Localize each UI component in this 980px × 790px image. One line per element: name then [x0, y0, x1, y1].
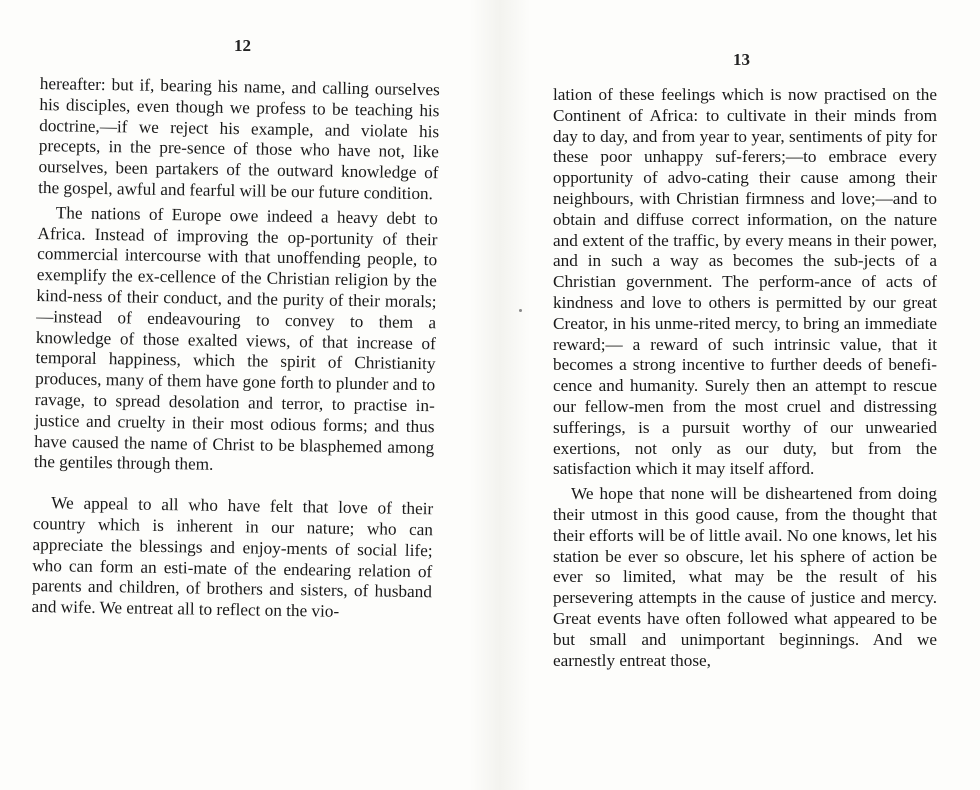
- right-page-text: [553, 85, 937, 671]
- book-gutter: [470, 0, 530, 790]
- right-paragraph-1: lation of these feelings which is now practised on the Continent of Africa: to cultivate in their minds from day to day, and from year to year, sentiments of pity for these poor unhappy suf-ferers;—to embrace every opportunity of advo-cating their cause among their neighbours, with Christian firmness and love;—and to obtain and diffuse correct information, on the nature and extent of the traffic, by every means in their power, and in such a way as becomes the sub-jects of a Christian government. The perform-ance of acts of kindness and love to others is permitted by our great Creator, in his unme-rited mercy, to bring an immediate reward;— a reward of such intrinsic value, that it becomes a strong incentive to further deeds of benefi-cence and humanity. Surely then an attempt to rescue our fellow-men from the most cruel and distressing sufferings, is a pursuit worthy of our unwearied exertions, not only as our duty, but from the satisfaction which it may itself afford.: [553, 85, 937, 479]
- left-page-text: [31, 74, 439, 624]
- left-paragraph-1: hereafter: but if, bearing his name, and calling ourselves his disciples, even though we profess to be teaching his doctrine,—if we reject his example, and violate his precepts, in the pre-sence of those who have not, like ourselves, been partakers of the outward knowledge of the gospel, awful and fearful will be our future condition.: [38, 74, 440, 204]
- right-paragraph-2: We hope that none will be disheartened from doing their utmost in this good cause, from the thought that their efforts will be of little avail. No one knows, let his station be ever so obscure, let his sphere of action be ever so limited, what may be the result of his persevering attempts in the cause of justice and mercy. Great events have often followed what appeared to be but small and unimportant beginnings. And we earnestly entreat those,: [553, 484, 937, 670]
- page-number-left: 12: [234, 36, 251, 55]
- left-paragraph-2: The nations of Europe owe indeed a heavy debt to Africa. Instead of improving the op-portunity of their commercial intercourse with that unoffending people, to exemplify the ex-cellence of the Christian religion by the kind-ness of their conduct, and the purity of their morals;—instead of endeavouring to convey to them a knowledge of those exalted views, of that increase of temporal happiness, which the spirit of Christianity produces, many of them have gone forth to plunder and to ravage, to spread desolation and terror, to practise in-justice and cruelty in their most odious forms; and thus have caused the name of Christ to be blasphemed among the gentiles through them.: [33, 203, 438, 475]
- page-number-right: 13: [733, 50, 750, 69]
- left-paragraph-3: We appeal to all who have felt that love of their country which is inherent in our nature; who can appreciate the blessings and enjoy-ments of social life; who can form an esti-mate of the endearing relation of parents and children, of brothers and sisters, of husband and wife. We entreat all to reflect on the vio-: [31, 493, 434, 621]
- ink-speck: [519, 309, 522, 312]
